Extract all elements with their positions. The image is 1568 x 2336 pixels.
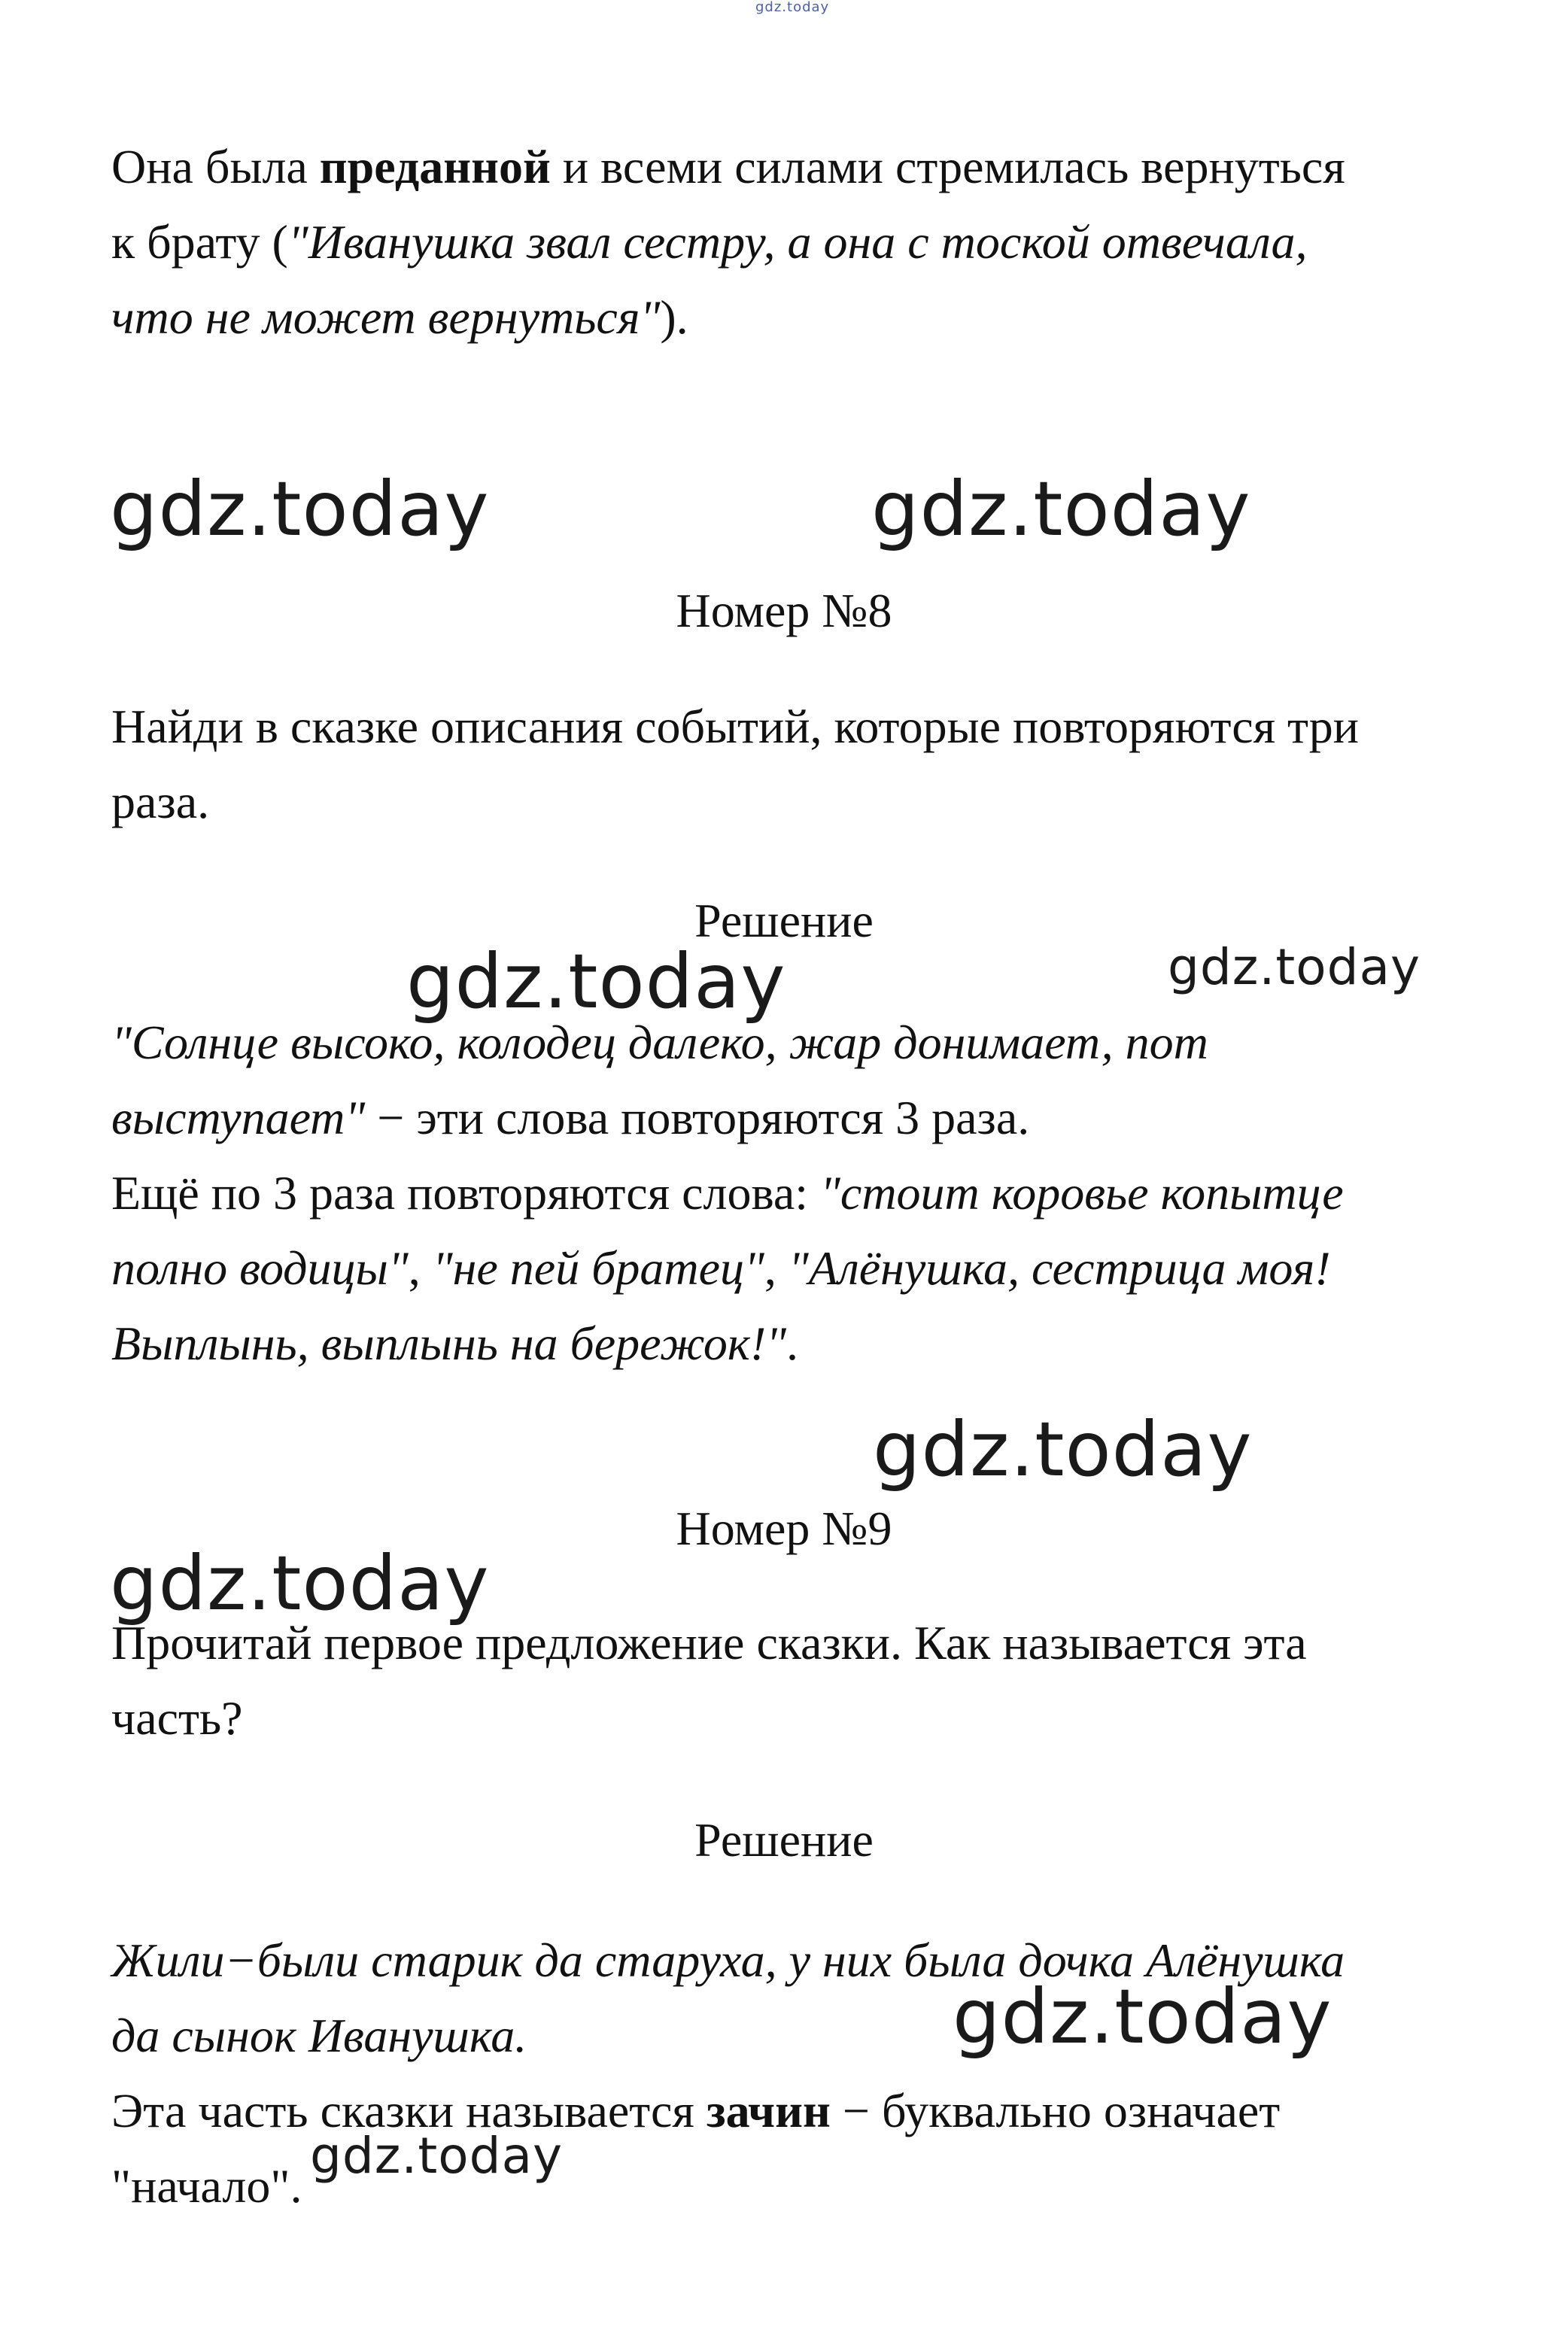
task-8-solution-line: полно водицы", "не пей братец", "Алёнушка, сестрица моя!: [111, 1241, 1331, 1295]
watermark: gdz.today: [406, 937, 786, 1025]
task-9-solution-line: да сынок Иванушка.: [111, 2009, 527, 2062]
paragraph-line: Она была преданной и всеми силами стремилась вернуться: [111, 140, 1345, 193]
watermark: gdz.today: [873, 1405, 1253, 1493]
task-8-question: раза.: [111, 775, 210, 828]
task-9-question: Прочитай первое предложение сказки. Как называется эта: [111, 1616, 1307, 1669]
task-9-solution-line: Эта часть сказки называется зачин − буквально означает: [111, 2084, 1281, 2137]
watermark: gdz.today: [871, 465, 1251, 553]
watermark: gdz.today: [110, 1539, 490, 1627]
task-9-question: часть?: [111, 1691, 243, 1745]
watermark: gdz.today: [310, 2127, 564, 2185]
task-8-solution-heading: Решение: [694, 894, 874, 947]
watermark: gdz.today: [110, 465, 490, 553]
task-9-solution-line: "начало".: [111, 2159, 302, 2213]
task-9-solution-line: Жили−были старик да старуха, у них была дочка Алёнушка: [111, 1934, 1345, 1987]
task-8-heading: Номер №8: [676, 584, 892, 637]
header-watermark: gdz.today: [755, 0, 830, 15]
task-8-solution-line: выступает" − эти слова повторяются 3 раза.: [111, 1091, 1030, 1144]
paragraph-line: к брату ("Иванушка звал сестру, а она с тоской отвечала,: [111, 215, 1308, 269]
watermark: gdz.today: [953, 1973, 1332, 2061]
task-8-question: Найди в сказке описания событий, которые повторяются три: [111, 700, 1360, 753]
task-9-solution-heading: Решение: [694, 1813, 874, 1867]
watermark: gdz.today: [1168, 938, 1421, 996]
task-8-solution-line: "Солнце высоко, колодец далеко, жар донимает, пот: [111, 1016, 1208, 1069]
task-9-heading: Номер №9: [676, 1502, 892, 1555]
task-8-solution-line: Ещё по 3 раза повторяются слова: "стоит коровье копытце: [111, 1166, 1344, 1220]
paragraph-line: что не может вернуться").: [111, 290, 688, 344]
task-8-solution-line: Выплынь, выплынь на бережок!".: [111, 1317, 799, 1370]
